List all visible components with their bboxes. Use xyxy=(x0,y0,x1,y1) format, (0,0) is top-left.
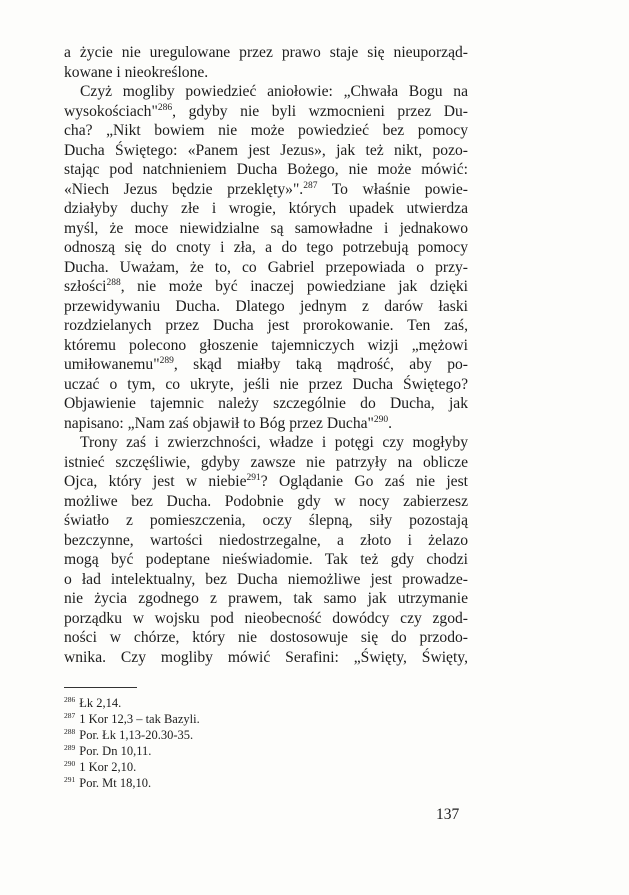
footnote-item xyxy=(64,775,364,791)
footnote-number: 286 xyxy=(64,694,76,704)
text-line: «Niech Jezus będzie przeklęty»".$^{287}$ To właśnie powie- xyxy=(64,180,468,198)
footnote-text: 1 Kor 12,3 – tak Bazyli. xyxy=(79,712,200,726)
text-line: któremu polecono głoszenie tajemniczych wizji „mężowi xyxy=(64,336,468,354)
footnote-number: 288 xyxy=(64,726,76,736)
text-line: o ład intelektualny, bez Ducha niemożliwe jest prowadze- xyxy=(64,570,468,588)
text-line: a życie nie uregulowane przez prawo staje się nieuporząd- xyxy=(64,44,468,61)
footnote-text: Łk 2,14. xyxy=(79,696,122,710)
text-line: wysokościach"$^{286}$, gdyby nie byli wzmocnieni przez Du- xyxy=(64,102,468,120)
footnotes xyxy=(64,695,364,791)
page-number: 137 xyxy=(436,806,460,823)
text-line: cha? „Nikt bowiem nie może powiedzieć bez pomocy xyxy=(64,122,468,139)
footnote-item xyxy=(64,743,364,759)
footnote-text: Por. Łk 1,13-20.30-35. xyxy=(79,728,194,742)
footnote-reference: 286 xyxy=(157,102,173,113)
footnote-number: 287 xyxy=(64,710,76,720)
text-line: nie życia zgodnego z prawem, tak samo jak utrzymanie xyxy=(64,590,468,607)
footnote-text: Por. Dn 10,11. xyxy=(79,744,152,758)
text-line: przewidywaniu Ducha. Dlatego jednym z darów łaski xyxy=(64,297,468,315)
text-line: napisano: „Nam zaś objawił to Bóg przez Ducha"$^{290}$. xyxy=(64,414,393,432)
text-line: myśl, że moce niewidzialne są samowładne i jednakowo xyxy=(64,219,468,237)
text-line: ności w chórze, który nie dostosowuje się do przodo- xyxy=(64,629,468,646)
footnote-text: Por. Mt 18,10. xyxy=(79,776,152,790)
footnote-reference: 290 xyxy=(373,414,389,425)
footnote-number: 289 xyxy=(64,742,76,752)
footnote-item xyxy=(64,727,364,743)
footnote-reference: 288 xyxy=(106,277,121,288)
text-line: możliwe bez Ducha. Podobnie gdy w nocy zabierzesz xyxy=(64,492,468,510)
text-line: światło z pomieszczenia, oczy ślepną, siły pozostają xyxy=(64,512,468,529)
text-line: Objawienie tajemnic należy szczególnie do Ducha, jak xyxy=(64,395,468,412)
text-line: szłości$^{288}$, nie może być inaczej powiedziane jak dzięki xyxy=(64,277,468,295)
footnote-item xyxy=(64,695,364,711)
text-line: umiłowanemu"$^{289}$, skąd miałby taką mądrość, aby po- xyxy=(64,355,468,373)
text-line: działyby duchy złe i wrogie, których upadek utwierdza xyxy=(64,200,468,217)
footnote-reference: 289 xyxy=(159,355,174,366)
body-text xyxy=(64,43,468,667)
footnote-item xyxy=(64,711,364,727)
text-line: porządku w wojsku pod nieobecność dowódcy czy zgod- xyxy=(64,609,468,627)
text-line: rozdzielanych przez Ducha jest prorokowanie. Ten zaś, xyxy=(64,317,468,334)
footnote-number: 291 xyxy=(64,774,76,784)
footnote-reference: 291 xyxy=(246,472,261,483)
text-line: bezczynne, wartości niedostrzegalne, a złoto i żelazo xyxy=(64,531,468,549)
text-line: Czyż mogliby powiedzieć aniołowie: „Chwała Bogu na xyxy=(80,83,468,100)
text-line: kowane i nieokreślone. xyxy=(64,63,209,81)
text-line: odnoszą się do cnoty i zła, a do tego potrzebują pomocy xyxy=(64,239,468,256)
text-line: Ducha Świętego: «Panem jest Jezus», jak też nikt, pozo- xyxy=(64,141,468,159)
text-line: Ojca, który jest w niebie$^{291}$? Oglądanie Go zaś nie jest xyxy=(64,472,468,490)
footnote-reference: 287 xyxy=(303,180,318,191)
text-line: stając pod natchnieniem Ducha Bożego, nie może mówić: xyxy=(64,161,468,178)
text-line: Trony zaś i zwierzchności, władze i potęgi czy mogłyby xyxy=(80,434,468,451)
text-line: Ducha. Uważam, że to, co Gabriel przepowiada o przy- xyxy=(64,258,468,276)
text-line: istnieć szczęśliwie, gdyby zawsze nie patrzyły na oblicze xyxy=(64,453,468,471)
footnote-text: 1 Kor 2,10. xyxy=(79,760,137,774)
footnote-divider xyxy=(64,687,137,688)
text-line: mogą być podeptane nieświadomie. Tak też gdy chodzi xyxy=(64,551,468,568)
text-line: wnika. Czy mogliby mówić Serafini: „Święty, Święty, xyxy=(64,648,468,666)
footnote-item xyxy=(64,759,364,775)
footnote-number: 290 xyxy=(64,758,76,768)
text-line: uczać o tym, co ukryte, jeśli nie przez Ducha Świętego? xyxy=(64,375,468,393)
